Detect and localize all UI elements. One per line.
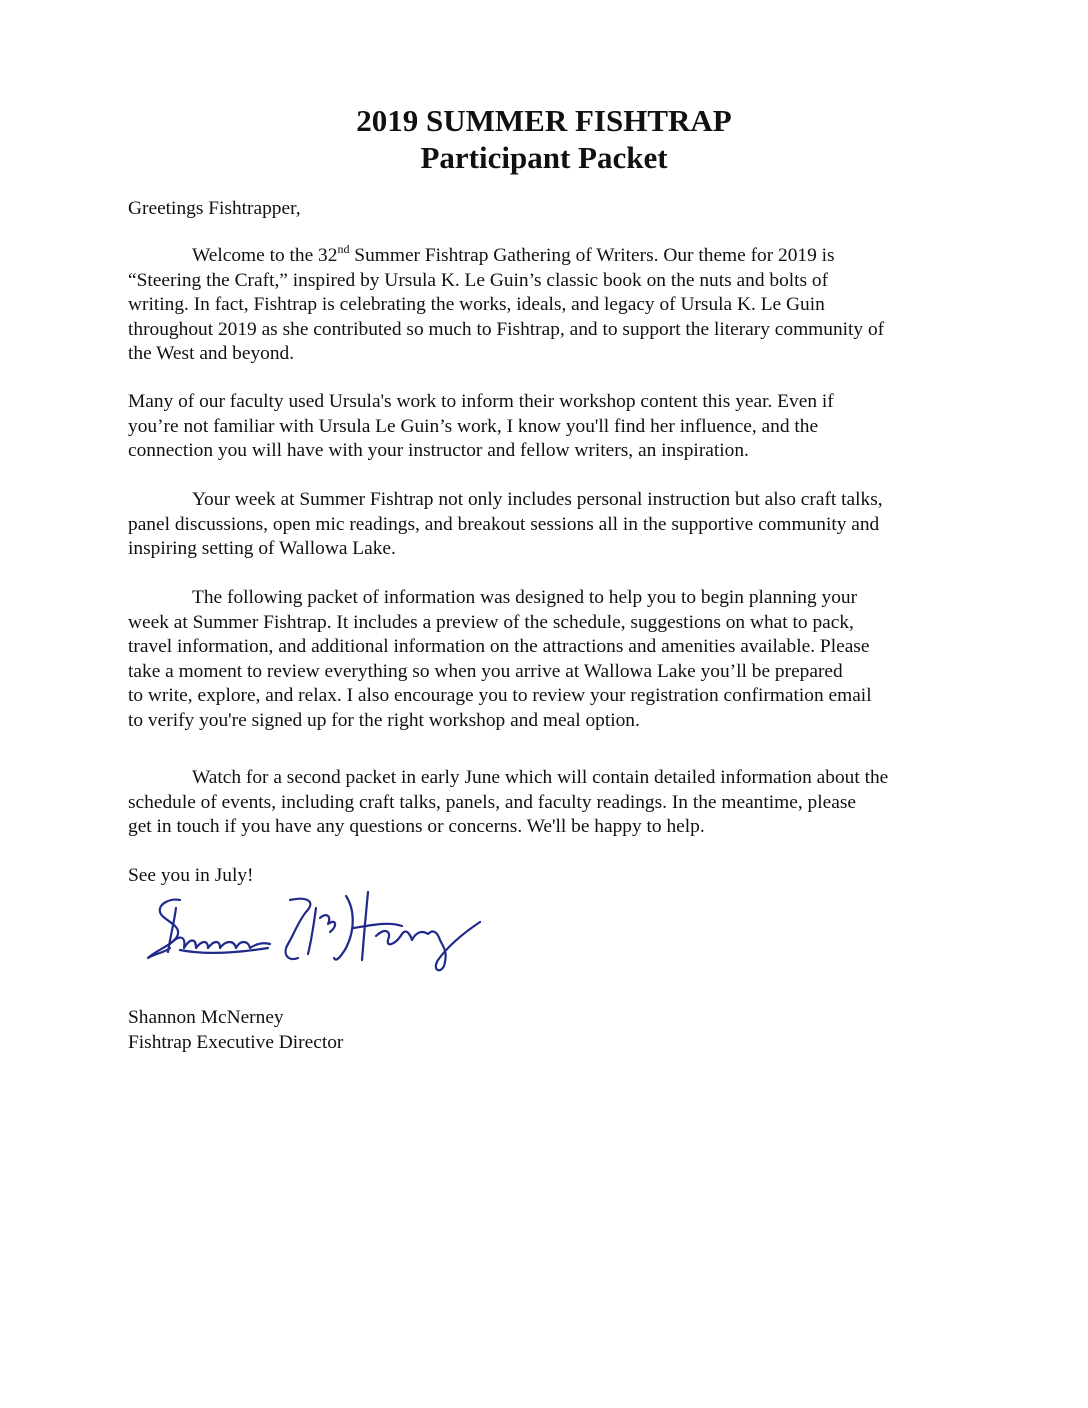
paragraph-line <box>128 241 968 269</box>
paragraph-line: to write, explore, and relax. I also encourage you to review your registration confirmation email <box>128 685 872 707</box>
paragraph-line: travel information, and additional information on the attractions and amenities available. Please <box>128 636 870 658</box>
paragraph-welcome <box>128 241 968 367</box>
paragraph-line: you’re not familiar with Ursula Le Guin’s work, I know you'll find her influence, and the <box>128 415 819 437</box>
paragraph-week <box>128 488 968 562</box>
paragraph-line: “Steering the Craft,” inspired by Ursula K. Le Guin’s classic book on the nuts and bolts of <box>128 269 829 291</box>
paragraph-line: Many of our faculty used Ursula's work to inform their workshop content this year. Even if <box>128 391 834 412</box>
signature-strokes <box>148 892 480 970</box>
text-run: Welcome to the 32 <box>192 245 338 266</box>
text-run: Summer Fishtrap Gathering of Writers. Our theme for 2019 is <box>349 245 835 266</box>
document-title: 2019 SUMMER FISHTRAP <box>356 103 732 138</box>
signature-stroke <box>308 908 316 954</box>
ordinal-superscript: nd <box>337 241 350 256</box>
signature-stroke <box>320 915 335 932</box>
paragraph-faculty <box>128 390 968 464</box>
paragraph-line: Watch for a second packet in early June which will contain detailed information about the <box>192 767 889 788</box>
signer-name: Shannon McNerney <box>128 1007 284 1028</box>
signature-stroke <box>334 896 353 960</box>
paragraph-line: inspiring setting of Wallowa Lake. <box>128 538 396 560</box>
paragraph-line: The following packet of information was designed to help you to begin planning your <box>192 587 858 608</box>
paragraph-line: to verify you're signed up for the right workshop and meal option. <box>128 709 640 731</box>
signature-stroke <box>354 924 402 928</box>
handwritten-signature <box>140 878 510 978</box>
paragraph-line: Your week at Summer Fishtrap not only includes personal instruction but also craft talks, <box>192 489 883 510</box>
paragraph-packet-info <box>128 586 968 734</box>
paragraph-line: panel discussions, open mic readings, and breakout sessions all in the supportive community and <box>128 513 880 535</box>
signature-stroke <box>286 899 311 959</box>
signer-block <box>128 1006 968 1055</box>
paragraph-line: writing. In fact, Fishtrap is celebrating the works, ideals, and legacy of Ursula K. Le Guin <box>128 294 825 316</box>
closing-line: See you in July! <box>128 865 254 886</box>
paragraph-line: take a moment to review everything so when you arrive at Wallowa Lake you’ll be prepared <box>128 660 843 682</box>
paragraph-line: throughout 2019 as she contributed so much to Fishtrap, and to support the literary community of <box>128 318 885 340</box>
signature-stroke <box>170 938 270 948</box>
paragraph-line: the West and beyond. <box>128 343 295 365</box>
signature-stroke <box>376 922 480 970</box>
paragraph-line: week at Summer Fishtrap. It includes a preview of the schedule, suggestions on what to pack, <box>128 611 854 633</box>
greeting: Greetings Fishtrapper, <box>128 198 301 219</box>
paragraph-line: connection you will have with your instructor and fellow writers, an inspiration. <box>128 440 749 462</box>
paragraph-line: schedule of events, including craft talks, panels, and faculty readings. In the meantime, please <box>128 791 856 813</box>
paragraph-line: get in touch if you have any questions or concerns. We'll be happy to help. <box>128 816 705 838</box>
signature-stroke <box>180 948 268 953</box>
signature-stroke <box>168 908 176 952</box>
document-subtitle: Participant Packet <box>420 140 668 175</box>
paragraph-second-packet <box>128 766 968 840</box>
signer-title: Fishtrap Executive Director <box>128 1031 344 1053</box>
